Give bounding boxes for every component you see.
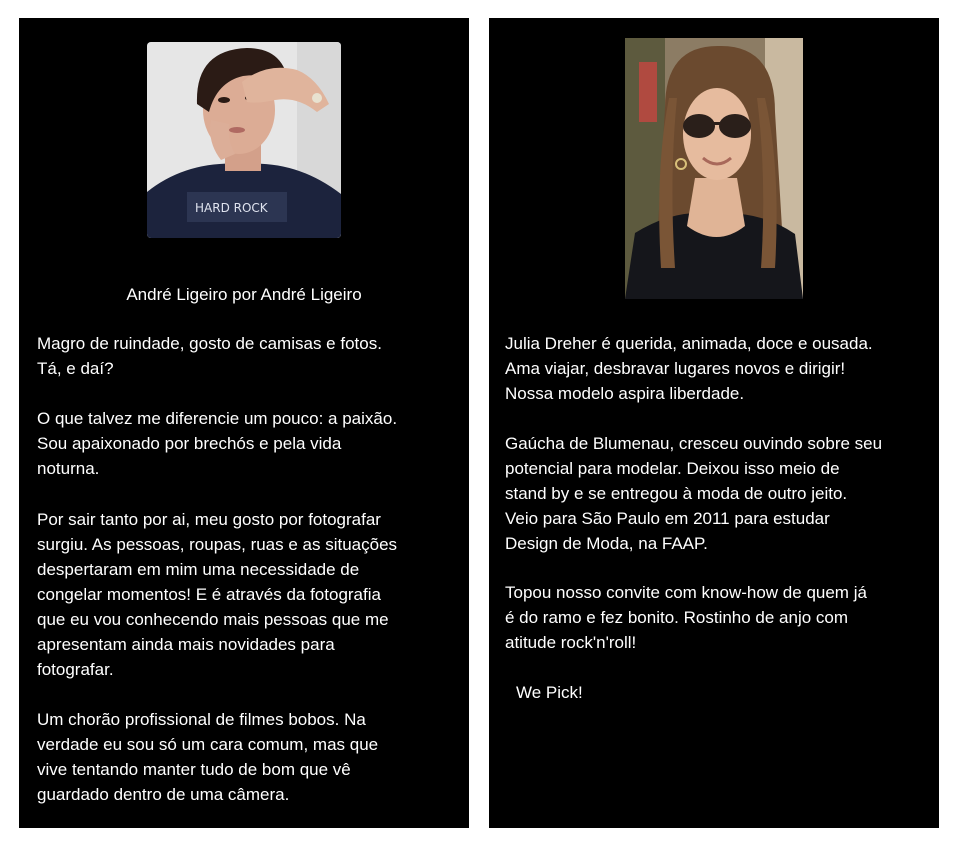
julia-photo xyxy=(625,38,803,299)
andre-paragraph-4: Um chorão profissional de filmes bobos. Na verdade eu sou só um cara comum, mas que vive tentando manter tudo de bom que vê guardado dentro de uma câmera. xyxy=(37,710,379,804)
signoff-text: We Pick! xyxy=(516,683,583,702)
profile-card-julia xyxy=(489,18,939,828)
andre-caption: André Ligeiro por André Ligeiro xyxy=(126,285,362,304)
andre-portrait-image xyxy=(147,42,341,238)
julia-paragraph-1: Julia Dreher é querida, animada, doce e ousada. Ama viajar, desbravar lugares novos e dirigir! Nossa modelo aspira liberdade. xyxy=(505,334,873,403)
andre-photo xyxy=(147,42,341,238)
andre-paragraph-1: Magro de ruindade, gosto de camisas e fotos. Tá, e daí? xyxy=(37,334,382,378)
svg-text:HARD ROCK: HARD ROCK xyxy=(195,201,268,215)
julia-portrait-image xyxy=(625,38,803,299)
julia-paragraph-2: Gaúcha de Blumenau, cresceu ouvindo sobre seu potencial para modelar. Deixou isso meio de stand by e se entregou à moda de outro jeito. Veio para São Paulo em 2011 para estudar Design de Moda, na FAAP. xyxy=(505,434,883,553)
profile-card-andre xyxy=(19,18,469,828)
andre-paragraph-3: Por sair tanto por ai, meu gosto por fotografar surgiu. As pessoas, roupas, ruas e as situações despertaram em mim uma necessidade de congelar momentos! E é através da fotografia que eu vou conhecendo mais pessoas que me apresentam ainda mais novidades para fotografar. xyxy=(37,510,398,679)
andre-paragraph-2: O que talvez me diferencie um pouco: a paixão. Sou apaixonado por brechós e pela vida noturna. xyxy=(37,409,398,478)
julia-paragraph-3: Topou nosso convite com know-how de quem já é do ramo e fez bonito. Rostinho de anjo com atitude rock'n'roll! xyxy=(505,583,867,652)
